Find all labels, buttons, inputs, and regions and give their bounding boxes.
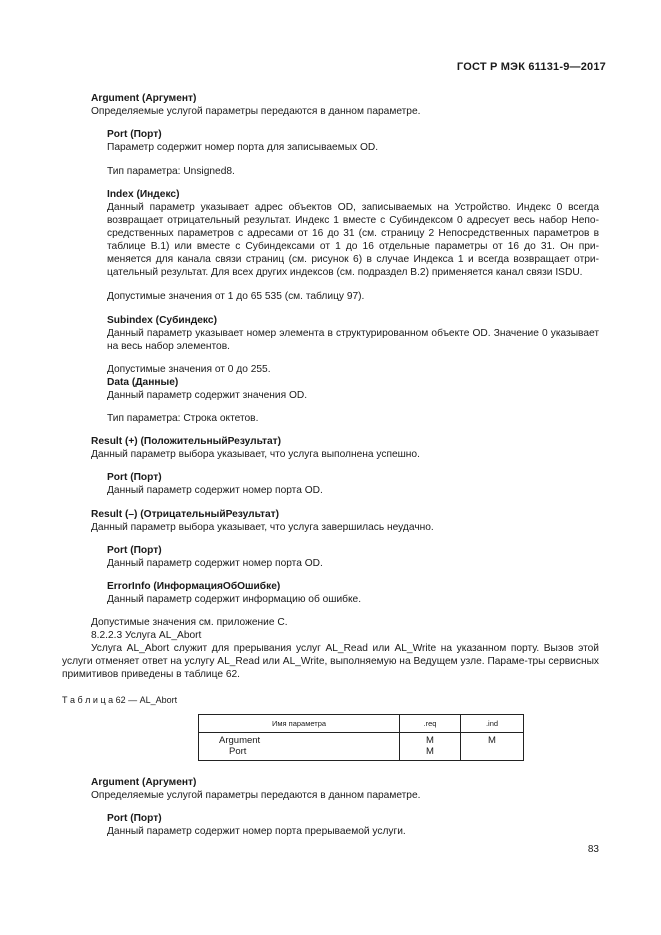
heading-result-negative: Result (–) (ОтрицательныйРезультат): [91, 509, 280, 520]
paragraph: Данный параметр содержит номер порта OD.: [107, 485, 323, 496]
paragraph: Данный параметр выбора указывает, что услуга выполнена успешно.: [91, 449, 420, 460]
heading-port: Port (Порт): [107, 545, 162, 556]
paragraph-subindex: Данный параметр указывает номер элемента в структурированном объекте OD. Значение 0 указывает на весь набор элементов.: [107, 328, 599, 352]
paragraph: Данный параметр содержит значения OD.: [107, 390, 308, 401]
paragraph: Тип параметра: Строка октетов.: [107, 413, 259, 424]
paragraph: Данный параметр содержит информацию об ошибке.: [107, 594, 362, 605]
table-header: .req: [400, 715, 461, 733]
heading-errorinfo: ErrorInfo (ИнформацияОбОшибке): [107, 581, 281, 592]
heading-index: Index (Индекс): [107, 189, 180, 200]
paragraph: Допустимые значения от 0 до 255.: [107, 364, 271, 375]
page-number: 83: [587, 844, 599, 855]
table-header: Имя параметра: [199, 715, 400, 733]
param-name: Port: [229, 746, 247, 757]
req-value: M: [426, 735, 434, 746]
standard-header: ГОСТ Р МЭК 61131-9—2017: [456, 61, 606, 73]
table-row: [199, 733, 524, 761]
ind-value: M: [488, 735, 496, 746]
section-heading: 8.2.2.3 Услуга AL_Abort: [91, 630, 202, 641]
paragraph: Определяемые услугой параметры передаются в данном параметре.: [91, 790, 421, 801]
heading-subindex: Subindex (Субиндекс): [107, 315, 217, 326]
paragraph: Данный параметр выбора указывает, что услуга завершилась неудачно.: [91, 522, 434, 533]
paragraph: Данный параметр содержит номер порта прерываемой услуги.: [107, 826, 406, 837]
heading-port: Port (Порт): [107, 813, 162, 824]
paragraph-abort: Услуга AL_Abort служит для прерывания услуг AL_Read или AL_Write на указанном порту. Вызов этой услуги отменяет ответ на услугу AL_Read или AL_Write, выполняемую на Ведущем узле. Параме-тры сервисных примитивов приведены в таблице 62.: [62, 643, 599, 680]
paragraph: Данный параметр содержит номер порта OD.: [107, 558, 323, 569]
paragraph-index: Данный параметр указывает адрес объектов OD, записываемых на Устройство. Индекс 0 всегда возвращает отрицательный результат. Индекс 1 вместе с Субиндексом 0 адресует весь набор Непо-средственных параметров с адресами от 16 до 31 (см. страницу 2 Непосредственных параметров в таблице В.1) или вместе с Субиндексами от 1 до 16 отдельные параметры от 16 до 31. Он при-меняется для канала связи страниц (см. рисунок 6) в случае Индекса 1 и всегда возвращает отри-цательный результат. Для всех других индексов (см. подраздел В.2) применяется канал связи ISDU.: [107, 202, 599, 278]
heading-port: Port (Порт): [107, 129, 162, 140]
heading-argument: Argument (Аргумент): [91, 93, 197, 104]
heading-port: Port (Порт): [107, 472, 162, 483]
paragraph: Тип параметра: Unsigned8.: [107, 166, 235, 177]
table-caption: Т а б л и ц а 62 — AL_Abort: [62, 695, 178, 705]
req-value: M: [426, 746, 434, 757]
param-name: Argument: [219, 735, 261, 746]
table-header: .ind: [461, 715, 524, 733]
heading-data: Data (Данные): [107, 377, 179, 388]
paragraph: Допустимые значения от 1 до 65 535 (см. таблицу 97).: [107, 291, 365, 302]
heading-result-positive: Result (+) (ПоложительныйРезультат): [91, 436, 282, 447]
heading-argument: Argument (Аргумент): [91, 777, 197, 788]
paragraph: Параметр содержит номер порта для записываемых OD.: [107, 142, 379, 153]
parameters-table: [198, 714, 524, 761]
paragraph: Определяемые услугой параметры передаются в данном параметре.: [91, 106, 421, 117]
paragraph: Допустимые значения см. приложение С.: [91, 617, 288, 628]
